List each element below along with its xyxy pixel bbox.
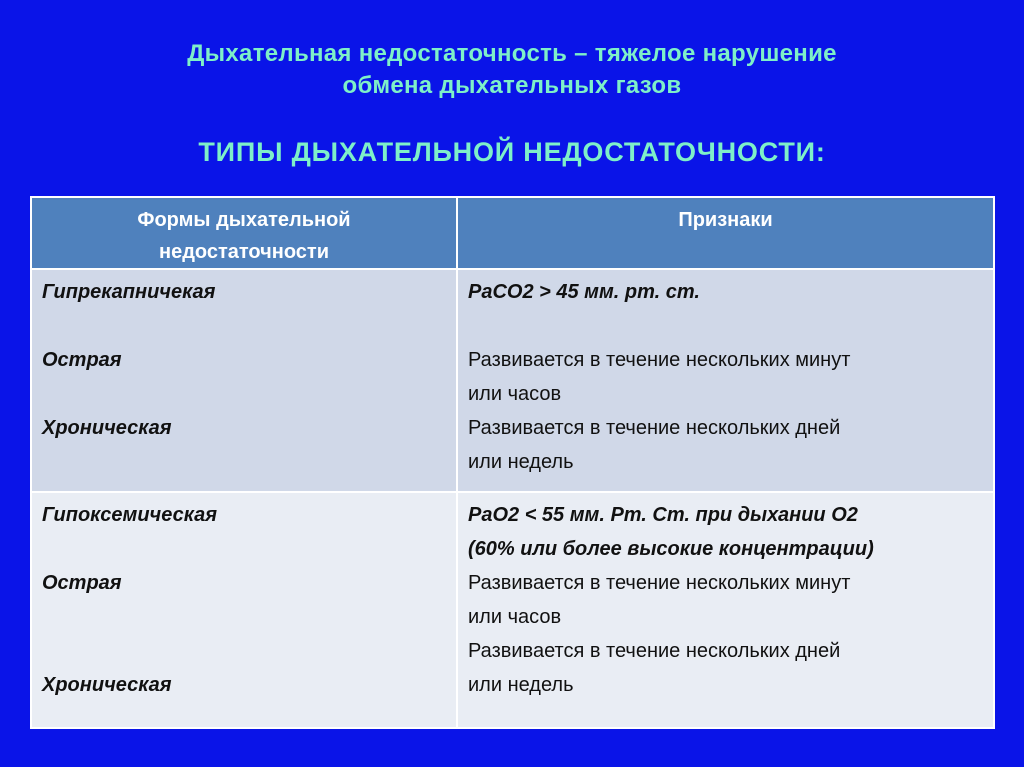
table-header-row: [31, 197, 994, 269]
slide-subtitle: ТИПЫ ДЫХАТЕЛЬНОЙ НЕДОСТАТОЧНОСТИ:: [198, 137, 826, 167]
cell-forms-hypoxemic: [31, 492, 457, 728]
cell-signs-hypercapnic: [457, 269, 994, 492]
table-row-hypercapnic: [31, 269, 994, 492]
slide-title-line-1: Дыхательная недостаточность – тяжелое нарушение: [187, 40, 837, 67]
form-type-label: Гипрекапничекая: [42, 281, 216, 303]
header-signs: [457, 197, 994, 269]
sign-acute-line-2: или часов: [468, 606, 562, 628]
table-row-hypoxemic: [31, 492, 994, 728]
sign-main-line-1: PaO2 < 55 мм. Рт. Ст. при дыхании О2: [468, 504, 858, 526]
form-type-label: Гипоксемическая: [42, 504, 217, 526]
sign-chronic-line-1: Развивается в течение нескольких дней: [468, 417, 841, 439]
sign-main-line-2: (60% или более высокие концентрации): [468, 538, 874, 560]
header-forms-line-2: недостаточности: [159, 241, 329, 263]
sign-main-line-1: PaCO2 > 45 мм. рт. ст.: [468, 281, 700, 303]
form-chronic-label: Хроническая: [42, 417, 172, 439]
form-chronic-label: Хроническая: [42, 674, 172, 696]
sign-acute-line-1: Развивается в течение нескольких минут: [468, 572, 851, 594]
header-forms-line-1: Формы дыхательной: [137, 209, 351, 231]
header-forms: [31, 197, 457, 269]
form-acute-label: Острая: [42, 572, 122, 594]
sign-chronic-line-2: или недель: [468, 451, 574, 473]
sign-chronic-line-2: или недель: [468, 674, 574, 696]
respiratory-failure-types-table: [30, 196, 995, 729]
cell-forms-hypercapnic: [31, 269, 457, 492]
sign-acute-line-2: или часов: [468, 383, 562, 405]
cell-signs-hypoxemic: [457, 492, 994, 728]
sign-acute-line-1: Развивается в течение нескольких минут: [468, 349, 851, 371]
slide-title-line-2: обмена дыхательных газов: [342, 72, 682, 99]
header-signs-label: Признаки: [678, 209, 773, 231]
sign-chronic-line-1: Развивается в течение нескольких дней: [468, 640, 841, 662]
form-acute-label: Острая: [42, 349, 122, 371]
